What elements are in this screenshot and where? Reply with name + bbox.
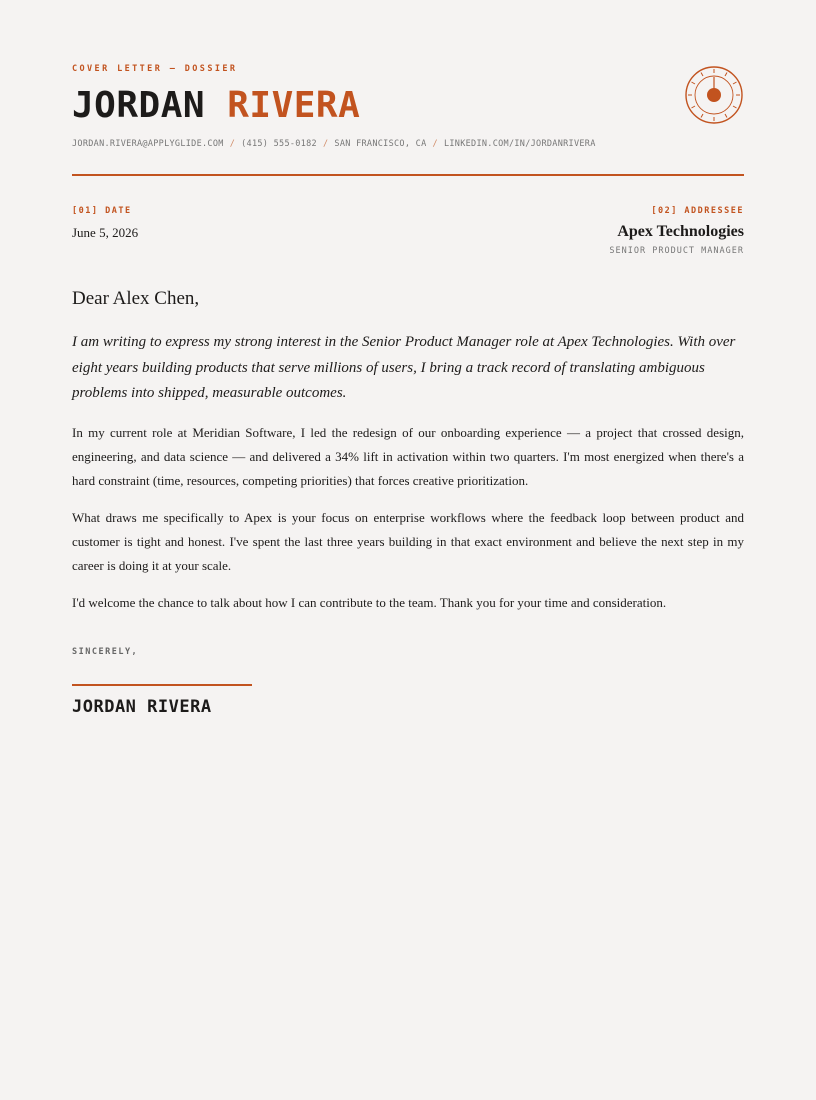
letter-lead-paragraph: I am writing to express my strong interest in the Senior Product Manager role at Apex Technologies. With over eight years building products that serve millions of users, I bring a track record of translating ambiguous problems into shipped, measurable outcomes. [72,334,736,401]
letter-paragraph: I'd welcome the chance to talk about how I can contribute to the team. Thank you for your time and consideration. [72,595,667,610]
letter-date: June 5, 2026 [72,225,139,240]
contact-separator: / [432,139,438,149]
contact-location: SAN FRANCISCO, CA [334,139,427,149]
header-divider [72,174,744,176]
contact-phone[interactable]: (415) 555-0182 [241,139,317,149]
contact-linkedin[interactable]: LINKEDIN.COM/IN/JORDANRIVERA [443,139,596,149]
letter-greeting: Dear Alex Chen, [72,288,200,309]
contact-separator: / [322,139,329,149]
contact-line [72,139,596,149]
addressee-role: SENIOR PRODUCT MANAGER [609,246,744,256]
applicant-name [72,86,360,126]
addressee-company: Apex Technologies [617,223,744,240]
letter-paragraph: In my current role at Meridian Software, I led the redesign of our onboarding experience — a project that crossed design, engineering, and data science — and delivered a 34% lift in activation within two quarters. I'm most energized when there's a hard constraint (time, resources, competing priorities) that forces creative prioritization. [72,425,744,488]
letter-closing: SINCERELY, [72,647,139,657]
signature-name: JORDAN RIVERA [72,697,212,717]
contact-email[interactable]: JORDAN.RIVERA@APPLYGLIDE.COM [72,139,224,149]
applicant-last-name: RIVERA [227,85,361,126]
document-kicker: COVER LETTER — DOSSIER [72,64,238,74]
letter-paragraph: What draws me specifically to Apex is your focus on enterprise workflows where the feedback loop between product and customer is tight and honest. I've spent the last three years building in that exact environment and believe the next step in my career is doing it at your scale. [72,510,744,573]
signature-divider [72,684,252,686]
applicant-first-name: JORDAN [72,85,206,126]
contact-separator: / [229,139,236,149]
dial-seal-icon [684,65,744,125]
addressee-label: [02] ADDRESSEE [651,206,744,216]
date-label: [01] DATE [72,206,132,216]
